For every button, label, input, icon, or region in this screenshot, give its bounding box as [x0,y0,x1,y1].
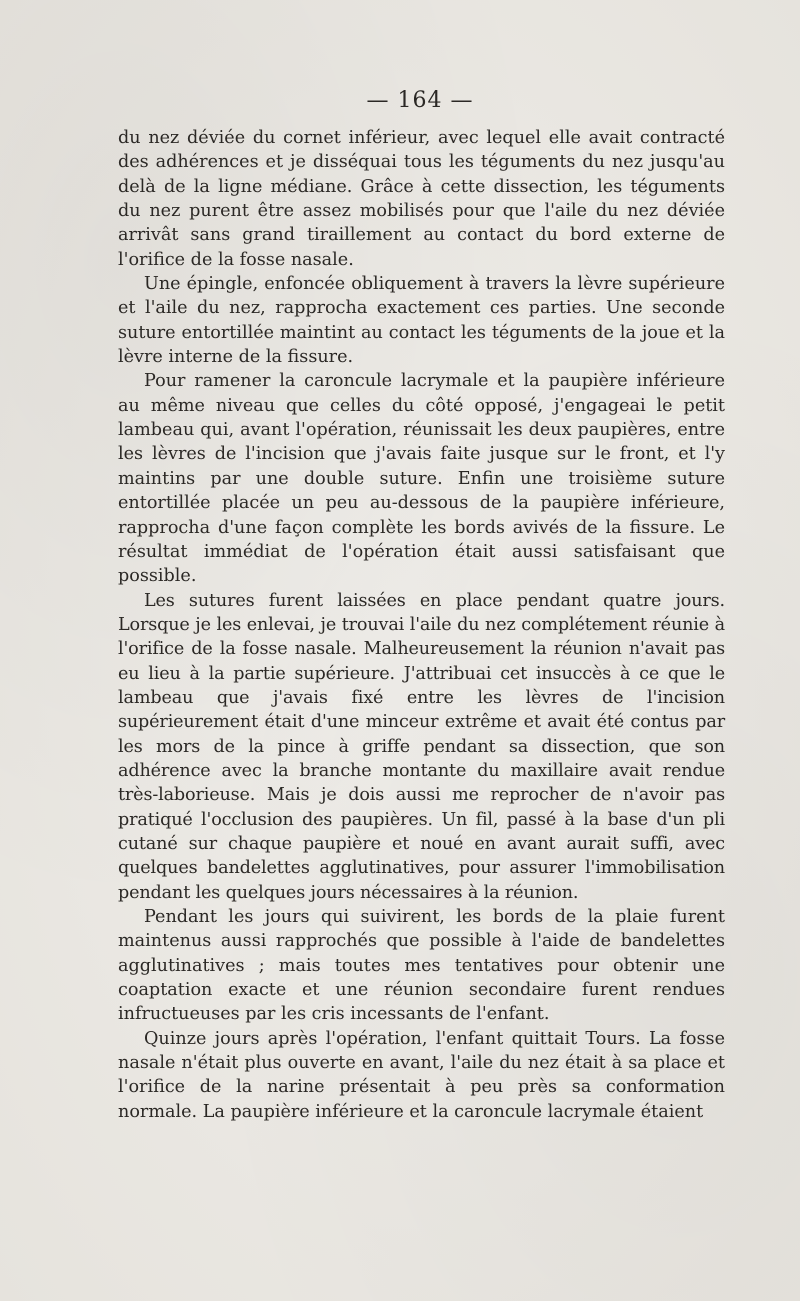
paragraph-3: Pour ramener la caroncule lacrymale et la paupière inférieure au même niveau que celles du côté opposé, j'engageai le petit lambeau qui, avant l'opération, réunissait les deux paupières, entre les lèvres de l'incision que j'avais faite jusque sur le front, et l'y maintins par une double suture. Enfin une troisième suture entortillée placée un peu au-dessous de la paupière inférieure, rapprocha d'une façon complète les bords avivés de la fissure. Le résultat immédiat de l'opération était aussi satisfaisant que possible. [118,371,725,587]
page-number: — 164 — [366,88,474,113]
paragraph-5: Pendant les jours qui suivirent, les bords de la plaie furent maintenus aussi rapprochés que possible à l'aide de bandelettes agglutinatives ; mais toutes mes tentatives pour obtenir une coaptation exacte et une réunion secondaire furent rendues infructueuses par les cris incessants de l'enfant. [118,907,725,1025]
paragraph-1: du nez déviée du cornet inférieur, avec lequel elle avait contracté des adhérences et je disséquai tous les téguments du nez jusqu'au delà de la ligne médiane. Grâce à cette dissection, les téguments du nez purent être assez mobilisés pour que l'aile du nez déviée arrivât sans grand tiraillement au contact du bord externe de l'orifice de la fosse nasale. [118,128,725,270]
paragraph-4: Les sutures furent laissées en place pendant quatre jours. Lorsque je les enlevai, je trouvai l'aile du nez complétement réunie à l'orifice de la fosse nasale. Malheureusement la réunion n'avait pas eu lieu à la partie supérieure. J'attribuai cet insuccès à ce que le lambeau que j'avais fixé entre les lèvres de l'incision supérieurement était d'une minceur extrême et avait été contus par les mors de la pince à griffe pendant sa dissection, que son adhérence avec la branche montante du maxillaire avait rendue très-laborieuse. Mais je dois aussi me reprocher de n'avoir pas pratiqué l'occlusion des paupières. Un fil, passé à la base d'un pli cutané sur chaque paupière et noué en avant aurait suffi, avec quelques bandelettes agglutinatives, pour assurer l'immobilisation pendant les quelques jours nécessaires à la réunion. [118,590,725,903]
body-text [118,126,725,1124]
paragraph-2: Une épingle, enfoncée obliquement à travers la lèvre supérieure et l'aile du nez, rapprocha exactement ces parties. Une seconde suture entortillée maintint au contact les téguments de la joue et la lèvre interne de la fissure. [118,274,725,368]
paragraph-6: Quinze jours après l'opération, l'enfant quittait Tours. La fosse nasale n'était plus ouverte en avant, l'aile du nez était à sa place et l'orifice de la narine présentait à peu près sa conformation normale. La paupière inférieure et la caroncule lacrymale étaient [118,1028,725,1122]
